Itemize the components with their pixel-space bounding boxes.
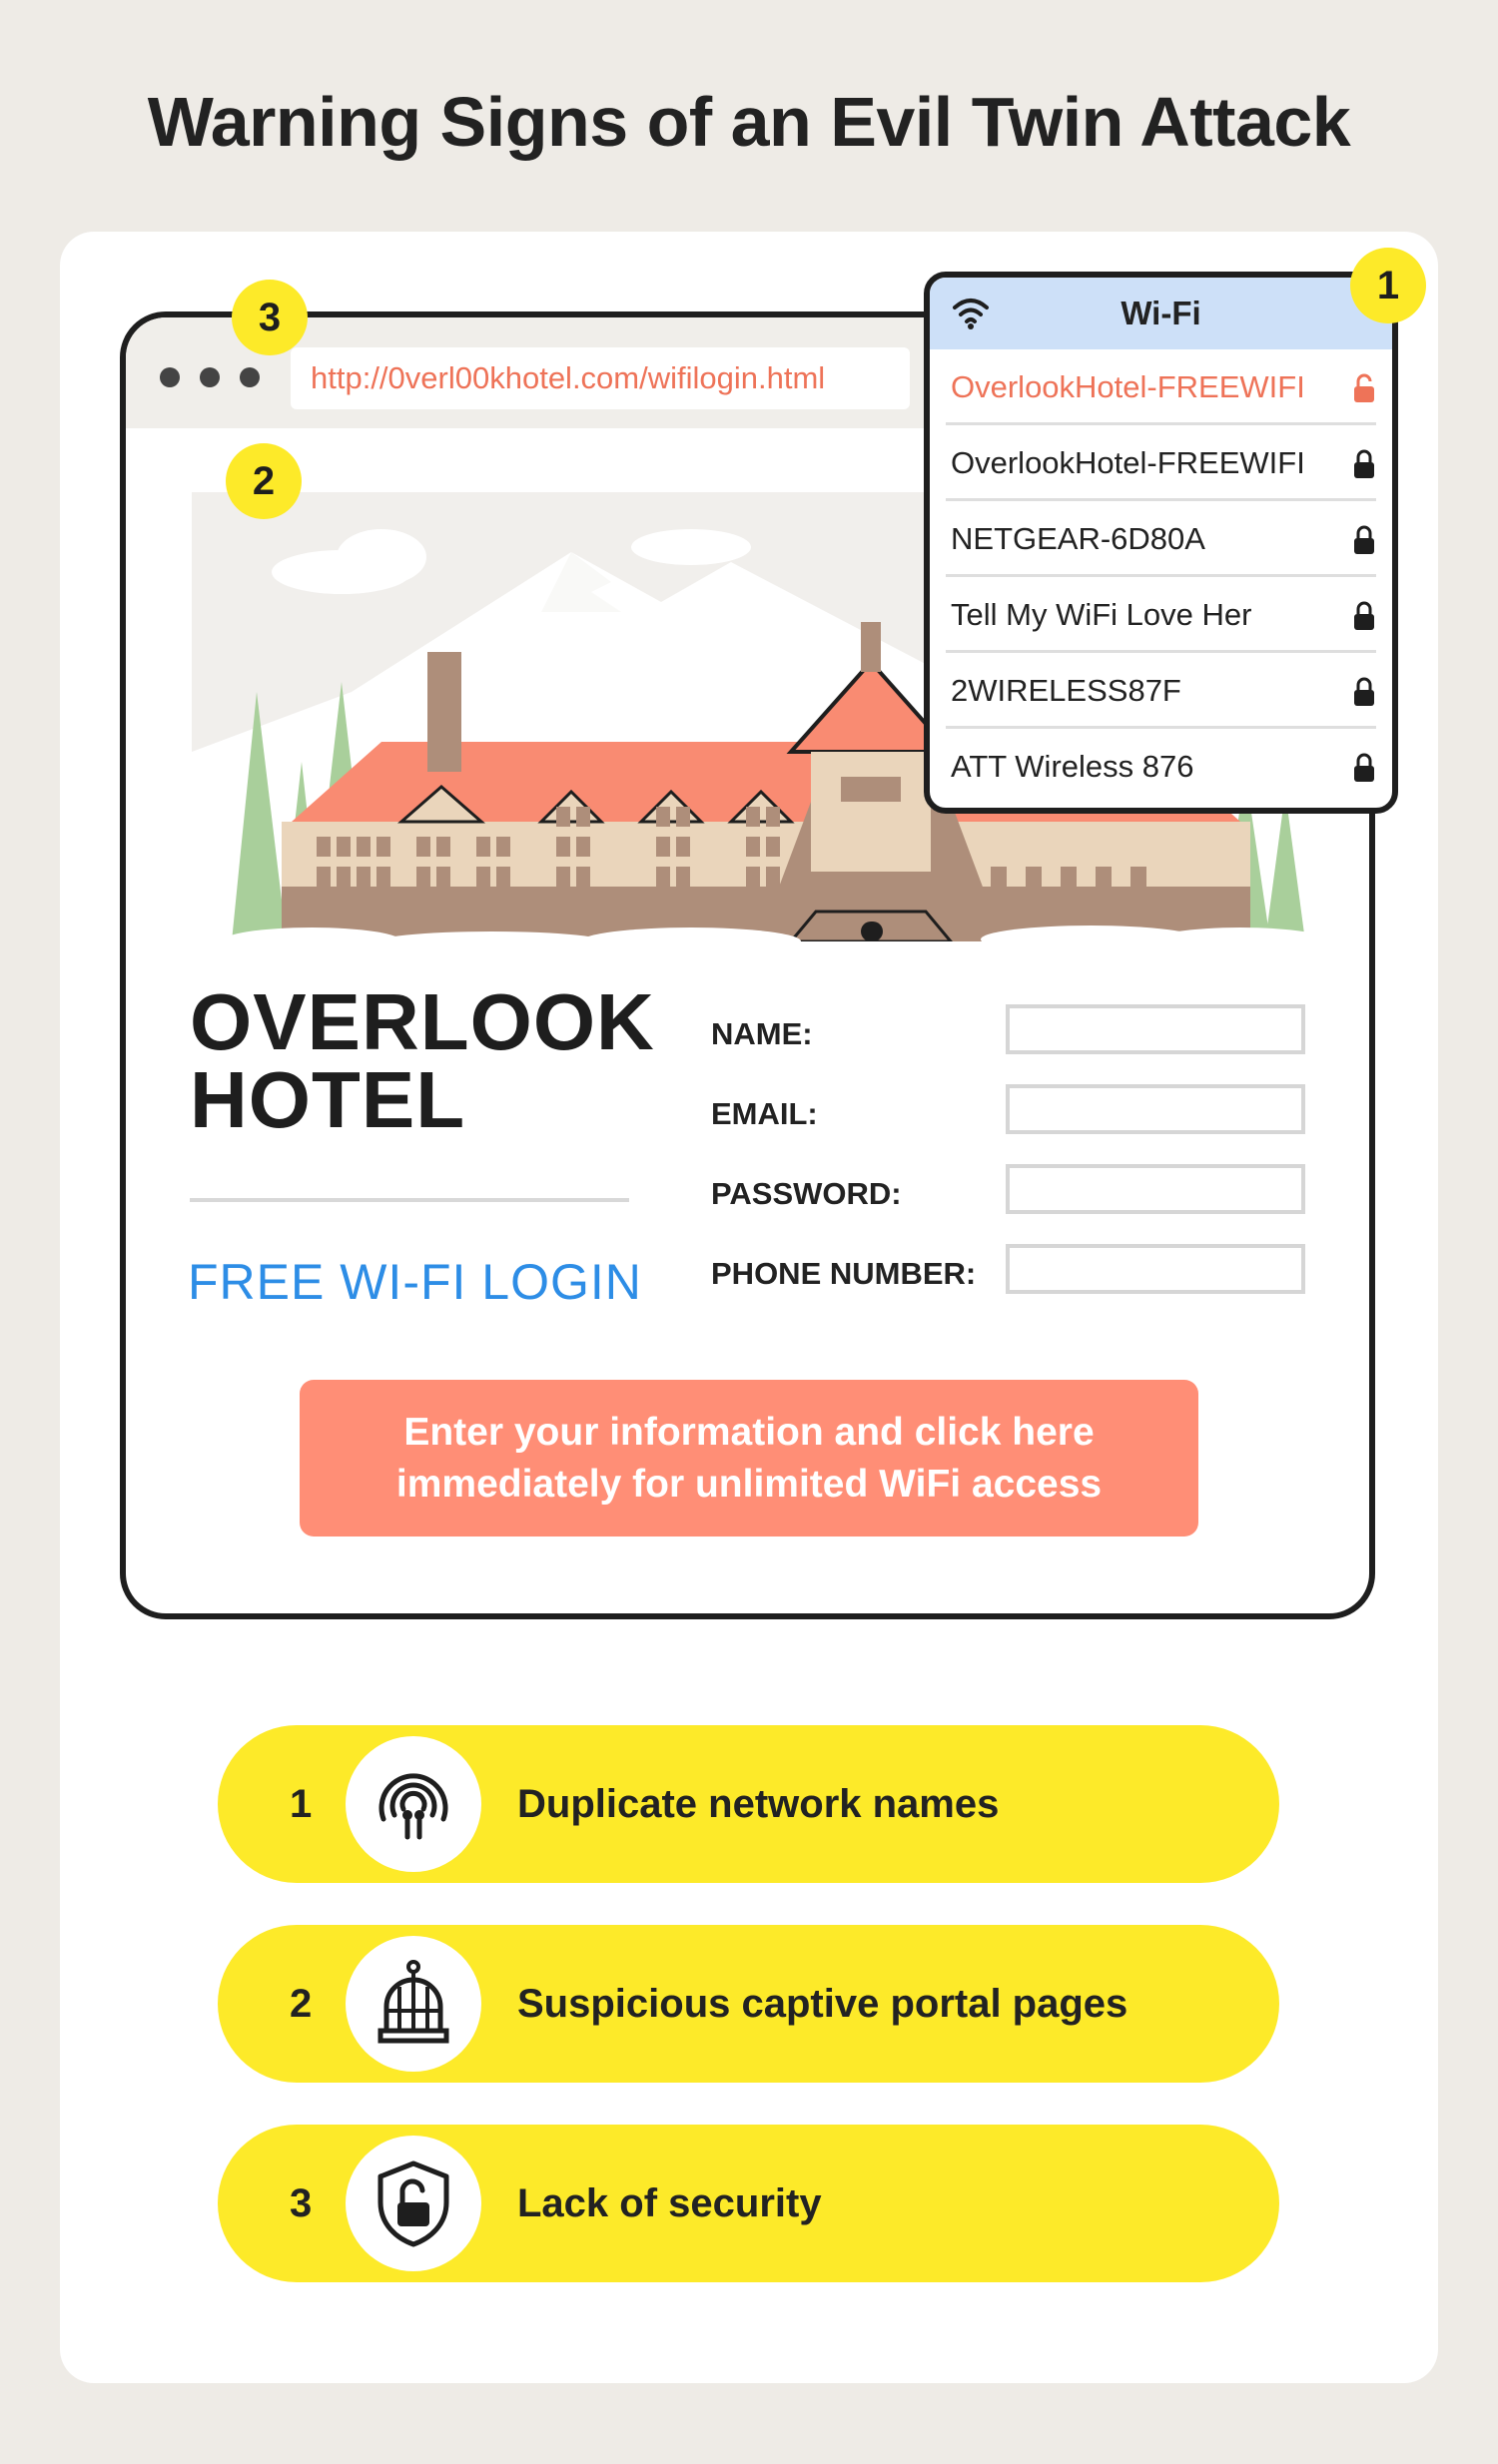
lock-icon: [1352, 677, 1376, 707]
legend-label: Lack of security: [517, 2181, 822, 2225]
birdcage-icon: [369, 1959, 458, 2049]
legend-number: 1: [290, 1782, 313, 1826]
legend-icon-circle: [346, 1936, 481, 2072]
email-input[interactable]: [1006, 1084, 1305, 1134]
badge-wifi-panel: 1: [1350, 248, 1426, 323]
legend-item: [218, 2125, 1279, 2282]
window-dot: [160, 367, 180, 387]
wifi-network-row[interactable]: [930, 653, 1392, 729]
legend-label: Duplicate network names: [517, 1782, 1000, 1826]
lock-icon: [1352, 525, 1376, 555]
wifi-network-row[interactable]: [930, 729, 1392, 805]
wifi-panel-header: [930, 278, 1392, 349]
submit-button-line2: immediately for unlimited WiFi access: [395, 1462, 1103, 1506]
wifi-network-row[interactable]: [930, 501, 1392, 577]
lock-icon: [1352, 449, 1376, 479]
window-dot: [200, 367, 220, 387]
password-input[interactable]: [1006, 1164, 1305, 1214]
phone-number-input[interactable]: [1006, 1244, 1305, 1294]
network-name: NETGEAR-6D80A: [951, 521, 1205, 556]
network-name: OverlookHotel-FREEWIFI: [951, 445, 1305, 480]
legend-number: 2: [290, 1982, 313, 2026]
lock-icon: [1352, 753, 1376, 783]
hotel-name: [190, 977, 655, 1144]
badge-portal-page: 2: [226, 443, 302, 519]
wifi-network-row[interactable]: [930, 425, 1392, 501]
submit-access-button[interactable]: [300, 1380, 1198, 1537]
legend-icon-circle: [346, 2136, 481, 2271]
legend-item: [218, 1925, 1279, 2083]
wifi-icon: [952, 296, 990, 331]
legend-icon-circle: [346, 1736, 481, 1872]
submit-button-line1: Enter your information and click here: [403, 1410, 1095, 1454]
unlocked-shield-icon: [369, 2158, 458, 2248]
hotel-name-line1: OVERLOOK: [190, 977, 655, 1066]
badge-url-bar: 3: [232, 280, 308, 355]
window-dot: [240, 367, 260, 387]
network-name: Tell My WiFi Love Her: [951, 597, 1252, 632]
url-bar[interactable]: http://0verl00khotel.com/wifilogin.html: [291, 347, 910, 409]
network-name: 2WIRELESS87F: [951, 673, 1181, 708]
wifi-signal-icon: [369, 1759, 458, 1849]
wifi-network-row[interactable]: [930, 577, 1392, 653]
hotel-name-line2: HOTEL: [190, 1055, 466, 1144]
phone-number-label: PHONE NUMBER:: [711, 1256, 977, 1291]
page-title: Warning Signs of an Evil Twin Attack: [147, 83, 1351, 161]
legend-label: Suspicious captive portal pages: [517, 1982, 1128, 2026]
wifi-panel-title: Wi-Fi: [1121, 295, 1201, 331]
password-label: PASSWORD:: [711, 1176, 902, 1211]
network-name: ATT Wireless 876: [951, 749, 1194, 784]
wifi-network-row[interactable]: [930, 349, 1392, 425]
legend-item: [218, 1725, 1279, 1883]
unlocked-icon: [1352, 373, 1376, 403]
name-label: NAME:: [711, 1016, 813, 1051]
network-name: OverlookHotel-FREEWIFI: [951, 369, 1305, 404]
legend-number: 3: [290, 2181, 313, 2225]
wifi-network-list: [924, 272, 1398, 814]
lock-icon: [1352, 601, 1376, 631]
email-label: EMAIL:: [711, 1096, 818, 1131]
divider: [190, 1198, 629, 1202]
name-input[interactable]: [1006, 1004, 1305, 1054]
free-wifi-login-heading: FREE WI-FI LOGIN: [188, 1254, 642, 1310]
